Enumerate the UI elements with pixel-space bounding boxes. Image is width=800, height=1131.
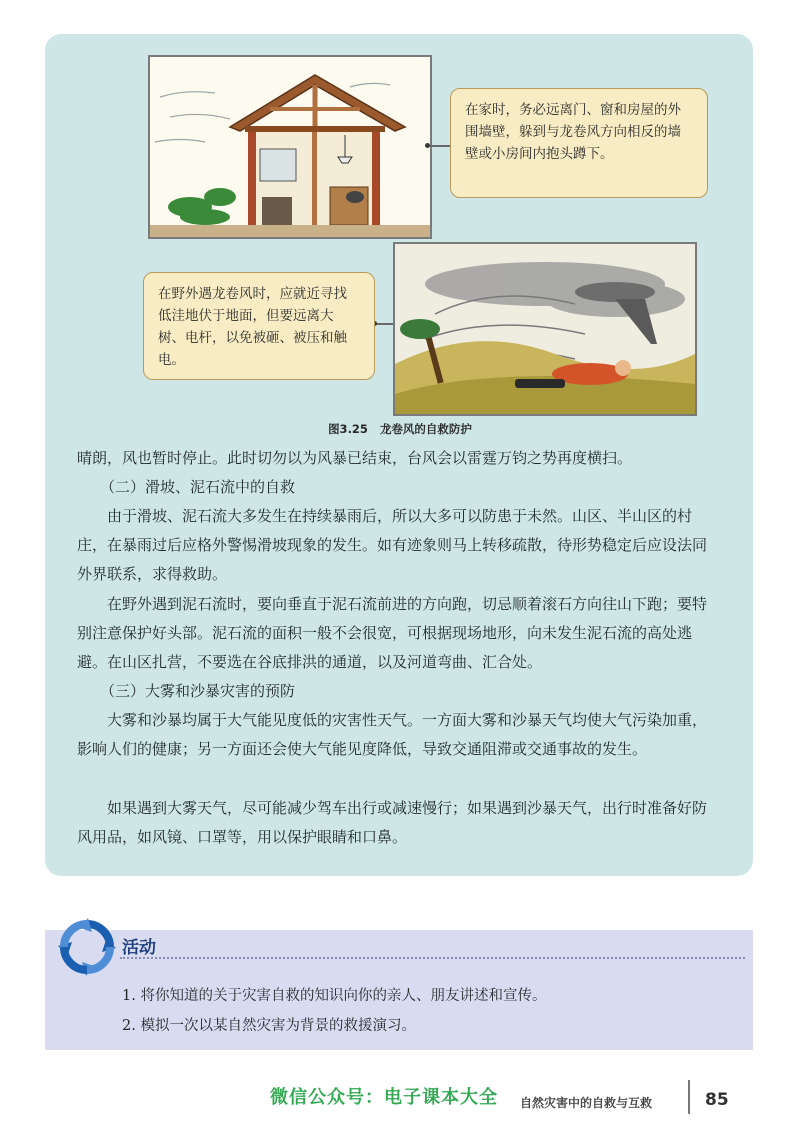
house-caption-connector [428,145,450,147]
house-caption-dot [425,143,430,148]
page-number: 85 [705,1090,729,1110]
heading-fog-sandstorm: （三）大雾和沙暴灾害的预防 [100,682,296,700]
watermark-text: 微信公众号：电子课本大全 [270,1087,498,1108]
activity-item-2: 2. 模拟一次以某自然灾害为背景的救援演习。 [122,1018,416,1034]
house-illustration [148,55,432,239]
tornado-drawing [395,244,695,414]
paragraph-fog-advice: 如果遇到大雾天气，尽可能减少驾车出行或减速慢行；如果遇到沙暴天气，出行时准备好防风用品，如风镜、口罩等，用以保护眼睛和口鼻。 [77,799,708,846]
figure-caption [0,421,800,437]
paragraph-mudflow: 在野外遇到泥石流时，要向垂直于泥石流前进的方向跑，切忌顺着滚石方向往山下跑；要特别注意保护好头部。泥石流的面积一般不会很宽，可根据现场地形，向未发生泥石流的高处逃避。在山区扎营，不要选在谷底排洪的通道，以及河道弯曲、汇合处。 [77,595,708,671]
tornado-field-illustration [393,242,697,416]
field-caption-connector [375,323,393,325]
chapter-title: 自然灾害中的自救与互救 [520,1096,653,1110]
field-safety-caption: 在野外遇龙卷风时，应就近寻找低洼地伏于地面，但要远离大树、电杆，以免被砸、被压和触电。 [143,272,375,380]
footer-divider [688,1080,690,1114]
figure-number: 图3.25 [328,422,368,436]
figure-title: 龙卷风的自救防护 [379,422,472,436]
paragraph-fog-sandstorm: 大雾和沙暴均属于大气能见度低的灾害性天气。一方面大雾和沙暴天气均使大气污染加重，影响人们的健康；另一方面还会使大气能见度降低，导致交通阻滞或交通事故的发生。 [77,711,708,758]
paragraph-typhoon-end: 晴朗，风也暂时停止。此时切勿以为风暴已结束，台风会以雷霆万钧之势再度横扫。 [77,449,633,467]
house-drawing [150,57,430,237]
house-safety-caption: 在家时，务必远离门、窗和房屋的外围墙壁，躲到与龙卷风方向相反的墙壁或小房间内抱头蹲下。 [450,88,708,198]
activity-divider [120,957,745,959]
cycle-arrows-icon [58,918,116,976]
activity-item-1: 1. 将你知道的关于灾害自救的知识向你的亲人、朋友讲述和宣传。 [122,988,547,1004]
paragraph-landslide: 由于滑坡、泥石流大多发生在持续暴雨后，所以大多可以防患于未然。山区、半山区的村庄，在暴雨过后应格外警惕滑坡现象的发生。如有迹象则马上转移疏散，待形势稳定后应设法同外界联系，求得救助。 [77,507,708,583]
activity-title: 活动 [122,938,156,958]
heading-landslide: （二）滑坡、泥石流中的自救 [100,478,296,496]
